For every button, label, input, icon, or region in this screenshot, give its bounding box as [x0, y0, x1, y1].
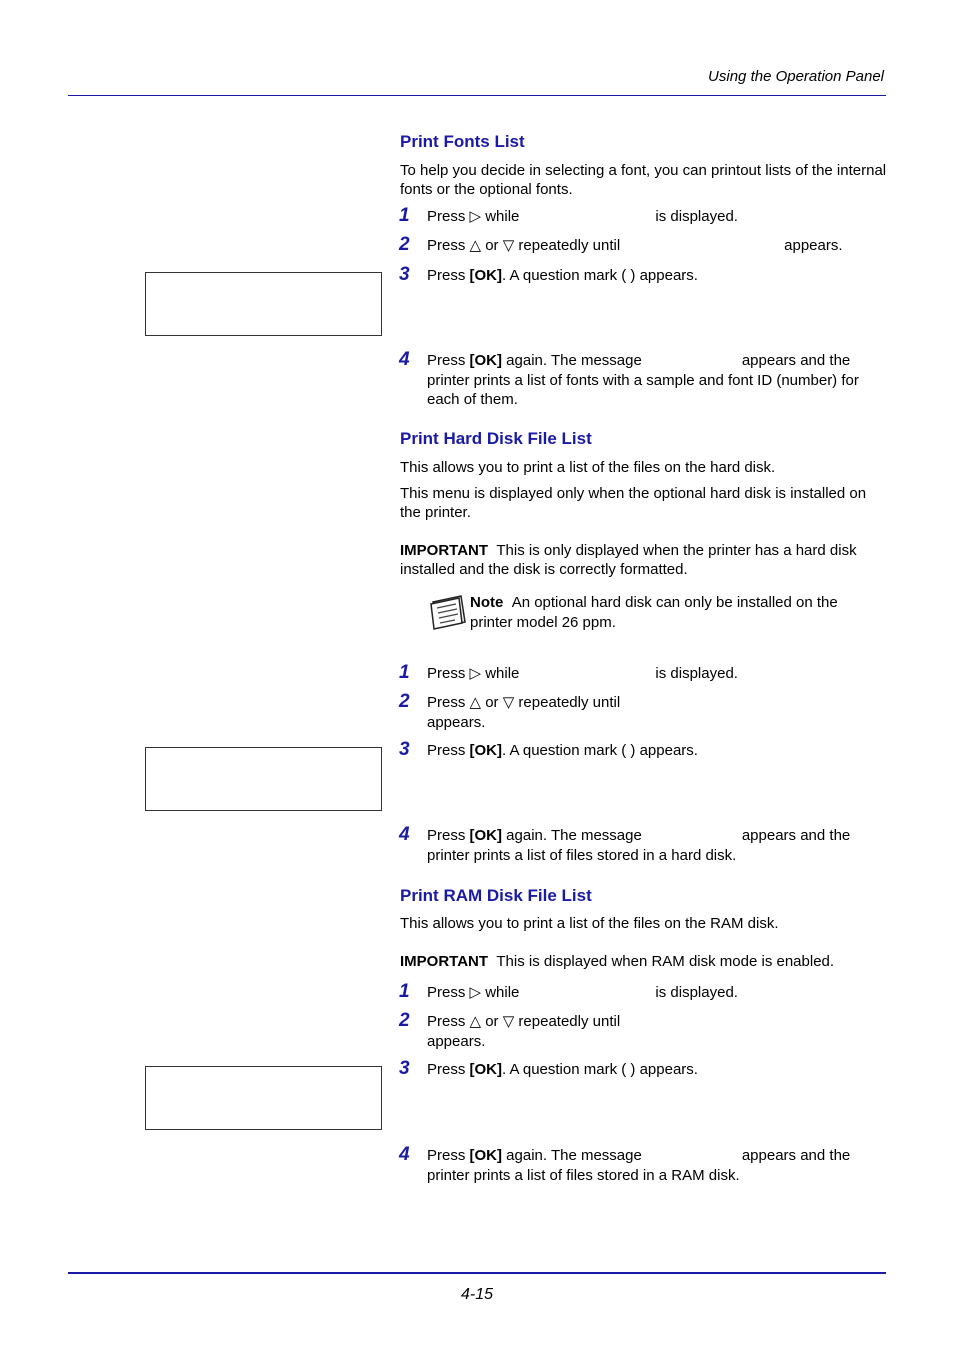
step-text: Press: [427, 742, 470, 759]
step-text: printer prints a list of files stored in a hard disk.: [427, 846, 737, 864]
page-number: 4-15: [460, 1286, 494, 1303]
step-text: . A question mark ( ) appears.: [502, 742, 698, 759]
ram-important: [400, 952, 888, 971]
step-number: 4: [399, 824, 410, 845]
ram-intro-1: This allows you to print a list of the files on the RAM disk.: [400, 915, 779, 932]
header-rule: [68, 95, 886, 96]
step-text: Press: [427, 1061, 470, 1078]
hdd-heading: Print Hard Disk File List: [400, 429, 592, 448]
fonts-step-1: [427, 207, 887, 227]
step-text: Press: [427, 352, 470, 369]
step-number: 2: [399, 691, 410, 712]
step-text: Press △ or ▽ repeatedly until: [427, 694, 621, 711]
step-text: again. The message: [502, 1147, 642, 1164]
step-text: again. The message: [502, 827, 642, 844]
step-text: . A question mark ( ) appears.: [502, 267, 698, 284]
note-pad-icon: [427, 592, 467, 630]
step-text: Press △ or ▽ repeatedly until: [427, 237, 621, 254]
fonts-step-2: [427, 236, 887, 256]
hdd-step-1: [427, 664, 887, 684]
step-number: 3: [399, 739, 410, 760]
step-text: Press ▷ while: [427, 984, 520, 1001]
ram-heading: Print RAM Disk File List: [400, 886, 592, 905]
step-text: Press: [427, 267, 470, 284]
hdd-important: [400, 541, 888, 579]
step-number: 3: [399, 264, 410, 285]
running-header: Using the Operation Panel: [708, 68, 884, 85]
step-text: Press ▷ while: [427, 665, 520, 682]
hdd-step-4: [427, 826, 887, 865]
ram-step-2: [427, 1012, 887, 1051]
lcd-display: [145, 272, 382, 336]
hdd-intro-2: This menu is displayed only when the optional hard disk is installed on the printer.: [400, 485, 867, 521]
step-text: appears and the: [741, 1147, 851, 1164]
important-label: IMPORTANT: [400, 953, 489, 970]
ok-key-label: [OK]: [469, 742, 503, 759]
step-text: Press: [427, 1147, 470, 1164]
step-text: appears.: [427, 1032, 486, 1050]
step-text: is displayed.: [655, 665, 738, 682]
ram-step-1: [427, 983, 887, 1003]
step-text: . A question mark ( ) appears.: [502, 1061, 698, 1078]
step-text: appears.: [427, 713, 486, 731]
ok-key-label: [OK]: [469, 267, 503, 284]
hdd-note: [470, 593, 870, 632]
step-number: 1: [399, 205, 410, 226]
hdd-intro-1: This allows you to print a list of the files on the hard disk.: [400, 459, 776, 476]
step-number: 1: [399, 662, 410, 683]
ok-key-label: [OK]: [469, 1147, 503, 1164]
note-label: Note: [470, 594, 504, 611]
step-number: 1: [399, 981, 410, 1002]
lcd-display: [145, 1066, 382, 1130]
step-text: appears and the: [741, 352, 851, 369]
step-text: appears.: [784, 237, 843, 254]
fonts-step-3: [427, 266, 887, 286]
important-text: This is displayed when RAM disk mode is enabled.: [496, 953, 835, 970]
step-text: appears and the: [741, 827, 851, 844]
note-text: An optional hard disk can only be installed on the printer model 26 ppm.: [470, 594, 838, 631]
step-text: Press ▷ while: [427, 208, 520, 225]
step-number: 2: [399, 234, 410, 255]
step-number: 4: [399, 1144, 410, 1165]
step-text: is displayed.: [655, 984, 738, 1001]
hdd-step-2: [427, 693, 887, 732]
ok-key-label: [OK]: [469, 827, 503, 844]
lcd-display: [145, 747, 382, 811]
fonts-intro: To help you decide in selecting a font, you can printout lists of the internal fonts or the optional fonts.: [400, 162, 887, 198]
footer-rule: [68, 1272, 886, 1274]
step-text: printer prints a list of fonts with a sample and font ID (number) for each of them.: [427, 371, 859, 408]
step-text: printer prints a list of files stored in a RAM disk.: [427, 1166, 740, 1184]
ram-step-4: [427, 1146, 887, 1185]
ok-key-label: [OK]: [469, 1061, 503, 1078]
step-text: Press △ or ▽ repeatedly until: [427, 1013, 621, 1030]
step-number: 4: [399, 349, 410, 370]
fonts-step-4: [427, 351, 887, 410]
hdd-step-3: [427, 741, 887, 761]
important-label: IMPORTANT: [400, 542, 489, 559]
step-number: 3: [399, 1058, 410, 1079]
ok-key-label: [OK]: [469, 352, 503, 369]
ram-step-3: [427, 1060, 887, 1080]
step-text: is displayed.: [655, 208, 738, 225]
step-number: 2: [399, 1010, 410, 1031]
important-text: This is only displayed when the printer has a hard disk installed and the disk is correctly formatted.: [400, 542, 857, 578]
fonts-heading: Print Fonts List: [400, 132, 525, 151]
step-text: Press: [427, 827, 470, 844]
step-text: again. The message: [502, 352, 642, 369]
